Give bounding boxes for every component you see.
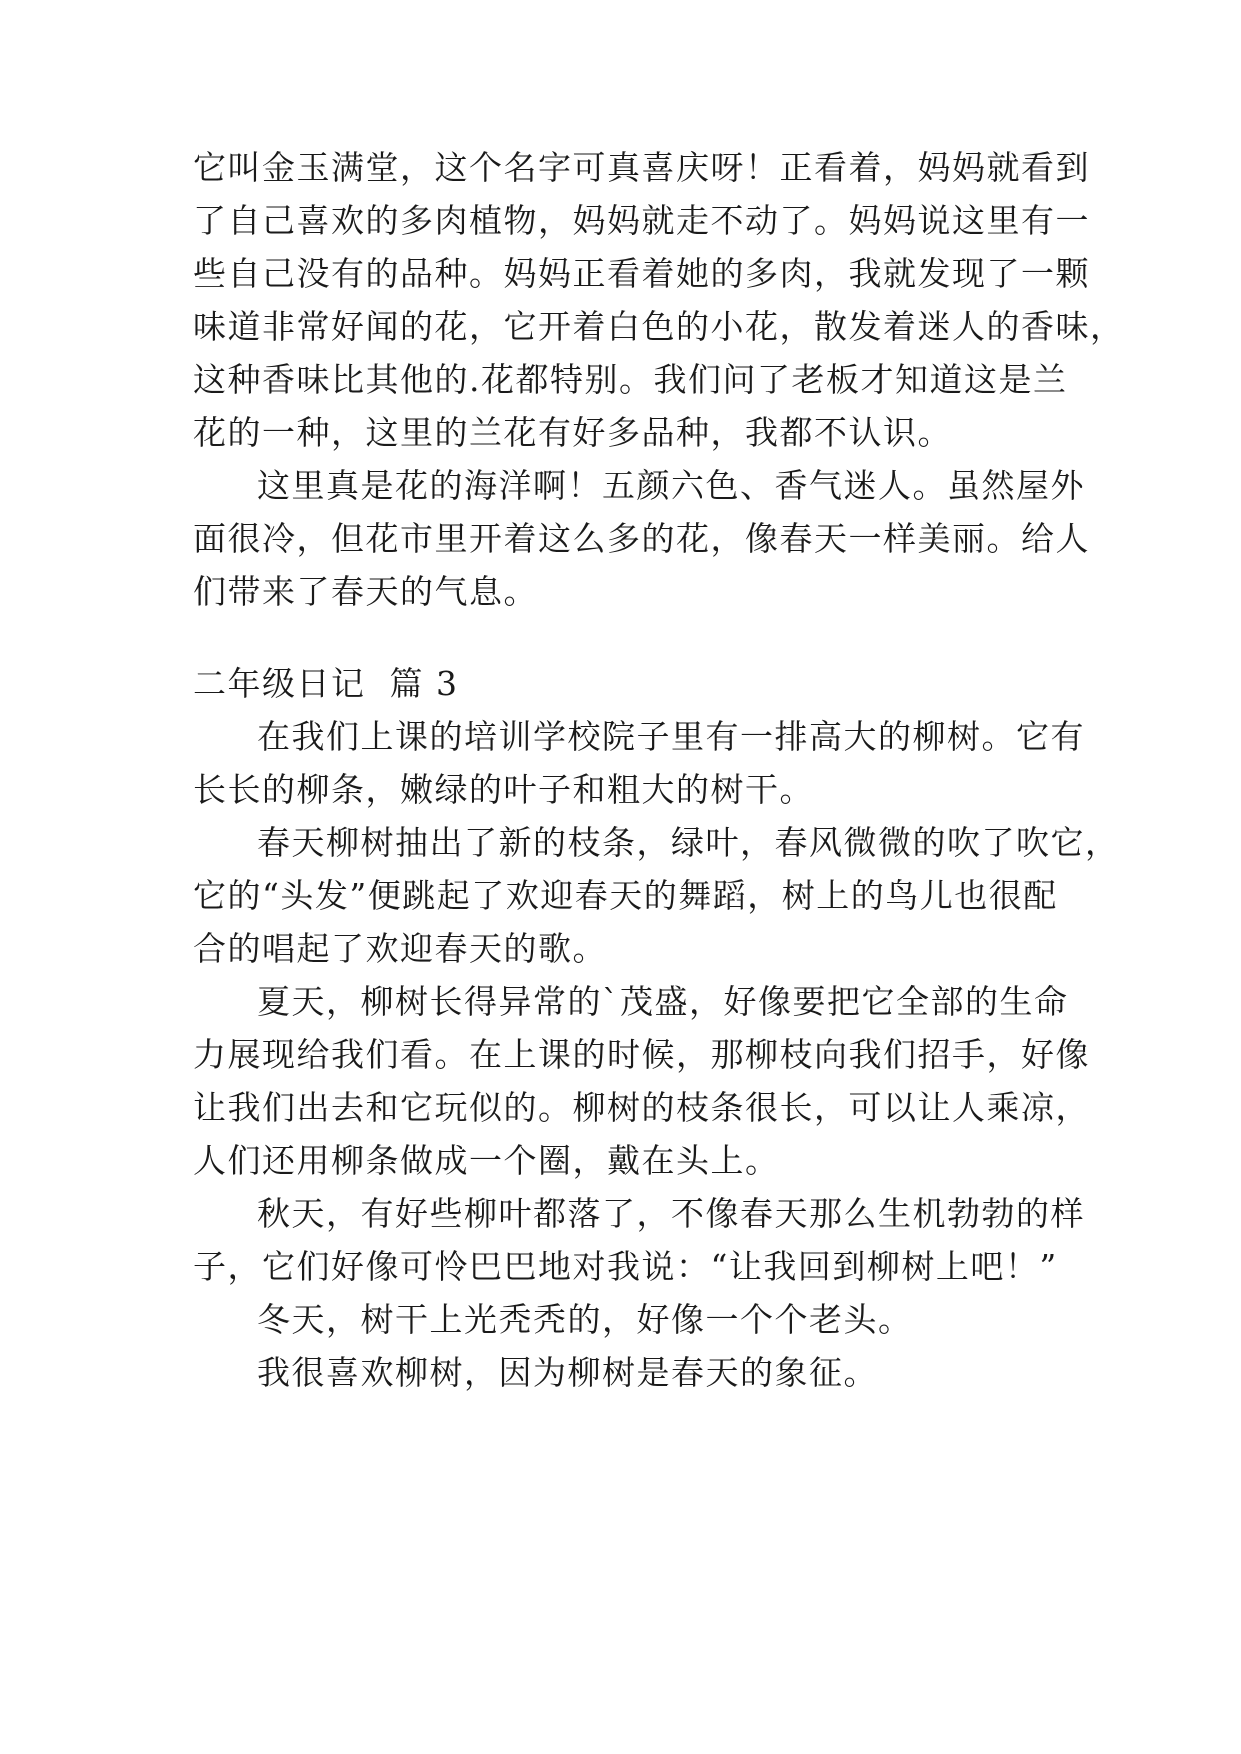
text-line: 冬天，树干上光秃秃的，好像一个个老头。 — [257, 1300, 913, 1339]
text-line: 子，它们好像可怜巴巴地对我说：“让我回到柳树上吧！” — [193, 1247, 1058, 1286]
text-line: 力展现给我们看。在上课的时候，那柳枝向我们招手，好像 — [193, 1035, 1090, 1074]
text-line: 夏天，柳树长得异常的`茂盛，好像要把它全部的生命 — [257, 982, 1069, 1021]
text-line: 它的“头发”便跳起了欢迎春天的舞蹈，树上的鸟儿也很配 — [193, 876, 1058, 915]
text-line: 面很冷，但花市里开着这么多的花，像春天一样美丽。给人 — [193, 519, 1090, 558]
text-line: 我很喜欢柳树，因为柳树是春天的象征。 — [257, 1353, 878, 1392]
text-line: 味道非常好闻的花，它开着白色的小花，散发着迷人的香味， — [193, 307, 1125, 346]
text-line: 长长的柳条，嫩绿的叶子和粗大的树干。 — [193, 770, 814, 809]
text-line: 在我们上课的培训学校院子里有一排高大的柳树。它有 — [257, 717, 1085, 756]
text-line: 这里真是花的海洋啊！五颜六色、香气迷人。虽然屋外 — [257, 466, 1085, 505]
text-line: 秋天，有好些柳叶都落了，不像春天那么生机勃勃的样 — [257, 1194, 1085, 1233]
text-line: 人们还用柳条做成一个圈，戴在头上。 — [193, 1141, 780, 1180]
section-title: 二年级日记 篇 3 — [193, 664, 459, 703]
text-line: 让我们出去和它玩似的。柳树的枝条很长，可以让人乘凉， — [193, 1088, 1090, 1127]
text-line: 春天柳树抽出了新的枝条，绿叶，春风微微的吹了吹它， — [257, 823, 1120, 862]
text-line: 花的一种，这里的兰花有好多品种，我都不认识。 — [193, 413, 952, 452]
text-line: 了自己喜欢的多肉植物，妈妈就走不动了。妈妈说这里有一 — [193, 201, 1090, 240]
text-line: 合的唱起了欢迎春天的歌。 — [193, 929, 607, 968]
text-line: 这种香味比其他的.花都特别。我们问了老板才知道这是兰 — [193, 360, 1068, 399]
text-line: 们带来了春天的气息。 — [193, 572, 538, 611]
text-line: 些自己没有的品种。妈妈正看着她的多肉，我就发现了一颗 — [193, 254, 1090, 293]
text-line: 它叫金玉满堂，这个名字可真喜庆呀！正看着，妈妈就看到 — [193, 148, 1090, 187]
